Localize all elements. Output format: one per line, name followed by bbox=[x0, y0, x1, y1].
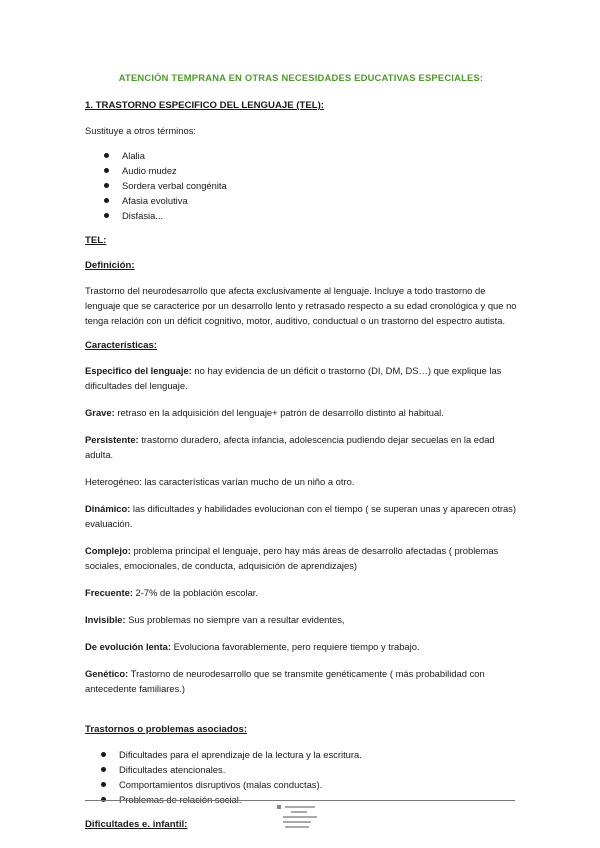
characteristic-paragraph bbox=[85, 363, 517, 393]
characteristic-text: Evoluciona favorablemente, pero requiere tiempo y trabajo. bbox=[170, 641, 420, 652]
characteristic-paragraph bbox=[85, 432, 517, 462]
characteristic-term: Especifico del lenguaje: bbox=[85, 365, 192, 376]
list-item: Comportamientos disruptivos (malas conductas). bbox=[85, 777, 517, 792]
characteristic-paragraph bbox=[85, 666, 517, 696]
associated-list bbox=[85, 747, 517, 807]
characteristic-term: Grave: bbox=[85, 407, 115, 418]
characteristic-text: Trastorno de neurodesarrollo que se transmite genéticamente ( más probabilidad con antecedente familiares.) bbox=[85, 668, 485, 694]
list-item: Dificultades atencionales. bbox=[85, 762, 517, 777]
characteristic-text: las dificultades y habilidades evolucionan con el tiempo ( se superan unas y aparecen otras) evaluación. bbox=[85, 503, 516, 529]
definition-text: Trastorno del neurodesarrollo que afecta exclusivamente al lenguaje. Incluye a todo trastorno de lenguaje que se caracterice por un desarrollo lento y retrasado respecto a su edad cronológica y que no tenga relación con un déficit cognitivo, motor, auditivo, conductual o un trastorno del espectro autista. bbox=[85, 285, 517, 326]
characteristic-paragraph bbox=[85, 543, 517, 573]
characteristic-paragraph bbox=[85, 612, 517, 627]
characteristic-term: Complejo: bbox=[85, 545, 131, 556]
characteristic-paragraph bbox=[85, 474, 517, 489]
tel-heading: TEL: bbox=[85, 235, 107, 246]
characteristic-term: De evolución lenta: bbox=[85, 641, 171, 652]
characteristic-term: Invisible: bbox=[85, 614, 126, 625]
section-heading-tel: 1. TRASTORNO ESPECIFICO DEL LENGUAJE (TEL): bbox=[85, 100, 324, 111]
characteristic-paragraph bbox=[85, 501, 517, 531]
characteristic-paragraph bbox=[85, 585, 517, 600]
characteristic-paragraph bbox=[85, 405, 517, 420]
document-page bbox=[85, 70, 517, 832]
characteristic-term: Frecuente: bbox=[85, 587, 133, 598]
list-item: Dificultades para el aprendizaje de la lectura y la escritura. bbox=[85, 747, 517, 762]
list-item: Disfasia... bbox=[85, 208, 517, 223]
characteristic-term: Dinámico: bbox=[85, 503, 131, 514]
list-item: Sordera verbal congénita bbox=[85, 178, 517, 193]
characteristic-text: trastorno duradero, afecta infancia, adolescencia pudiendo dejar secuelas en la edad adulta. bbox=[85, 434, 495, 460]
characteristic-paragraph bbox=[85, 639, 517, 654]
footer-divider bbox=[85, 800, 515, 801]
list-item: Alalia bbox=[85, 148, 517, 163]
terms-list bbox=[85, 148, 517, 223]
list-item: Afasia evolutiva bbox=[85, 193, 517, 208]
characteristic-text: no hay evidencia de un déficit o trastorno (DI, DM, DS…) que explique las dificultades del lenguaje. bbox=[85, 365, 502, 391]
footer-logo-icon bbox=[275, 803, 323, 829]
characteristic-text: problema principal el lenguaje, pero hay más áreas de desarrollo afectadas ( problemas sociales, emocionales, de conducta, adquisición de aprendizajes) bbox=[85, 545, 499, 571]
characteristics-heading: Características: bbox=[85, 340, 157, 351]
associated-heading: Trastornos o problemas asociados: bbox=[85, 724, 248, 735]
definition-heading: Definición: bbox=[85, 260, 135, 271]
intro-text: Sustituye a otros términos: bbox=[85, 125, 196, 136]
characteristic-term: Genético: bbox=[85, 668, 129, 679]
document-title: ATENCIÓN TEMPRANA EN OTRAS NECESIDADES EDUCATIVAS ESPECIALES: bbox=[118, 72, 484, 83]
list-item: Audio mudez bbox=[85, 163, 517, 178]
characteristic-text: Heterogéneo: las características varían mucho de un niño a otro. bbox=[85, 476, 355, 487]
infantil-heading: Dificultades e. infantil: bbox=[85, 819, 188, 830]
characteristic-text: Sus problemas no siempre van a resultar evidentes, bbox=[125, 614, 345, 625]
characteristic-text: retraso en la adquisición del lenguaje+ patrón de desarrollo distinto al habitual. bbox=[114, 407, 444, 418]
characteristic-text: 2-7% de la población escolar. bbox=[132, 587, 259, 598]
characteristic-term: Persistente: bbox=[85, 434, 139, 445]
